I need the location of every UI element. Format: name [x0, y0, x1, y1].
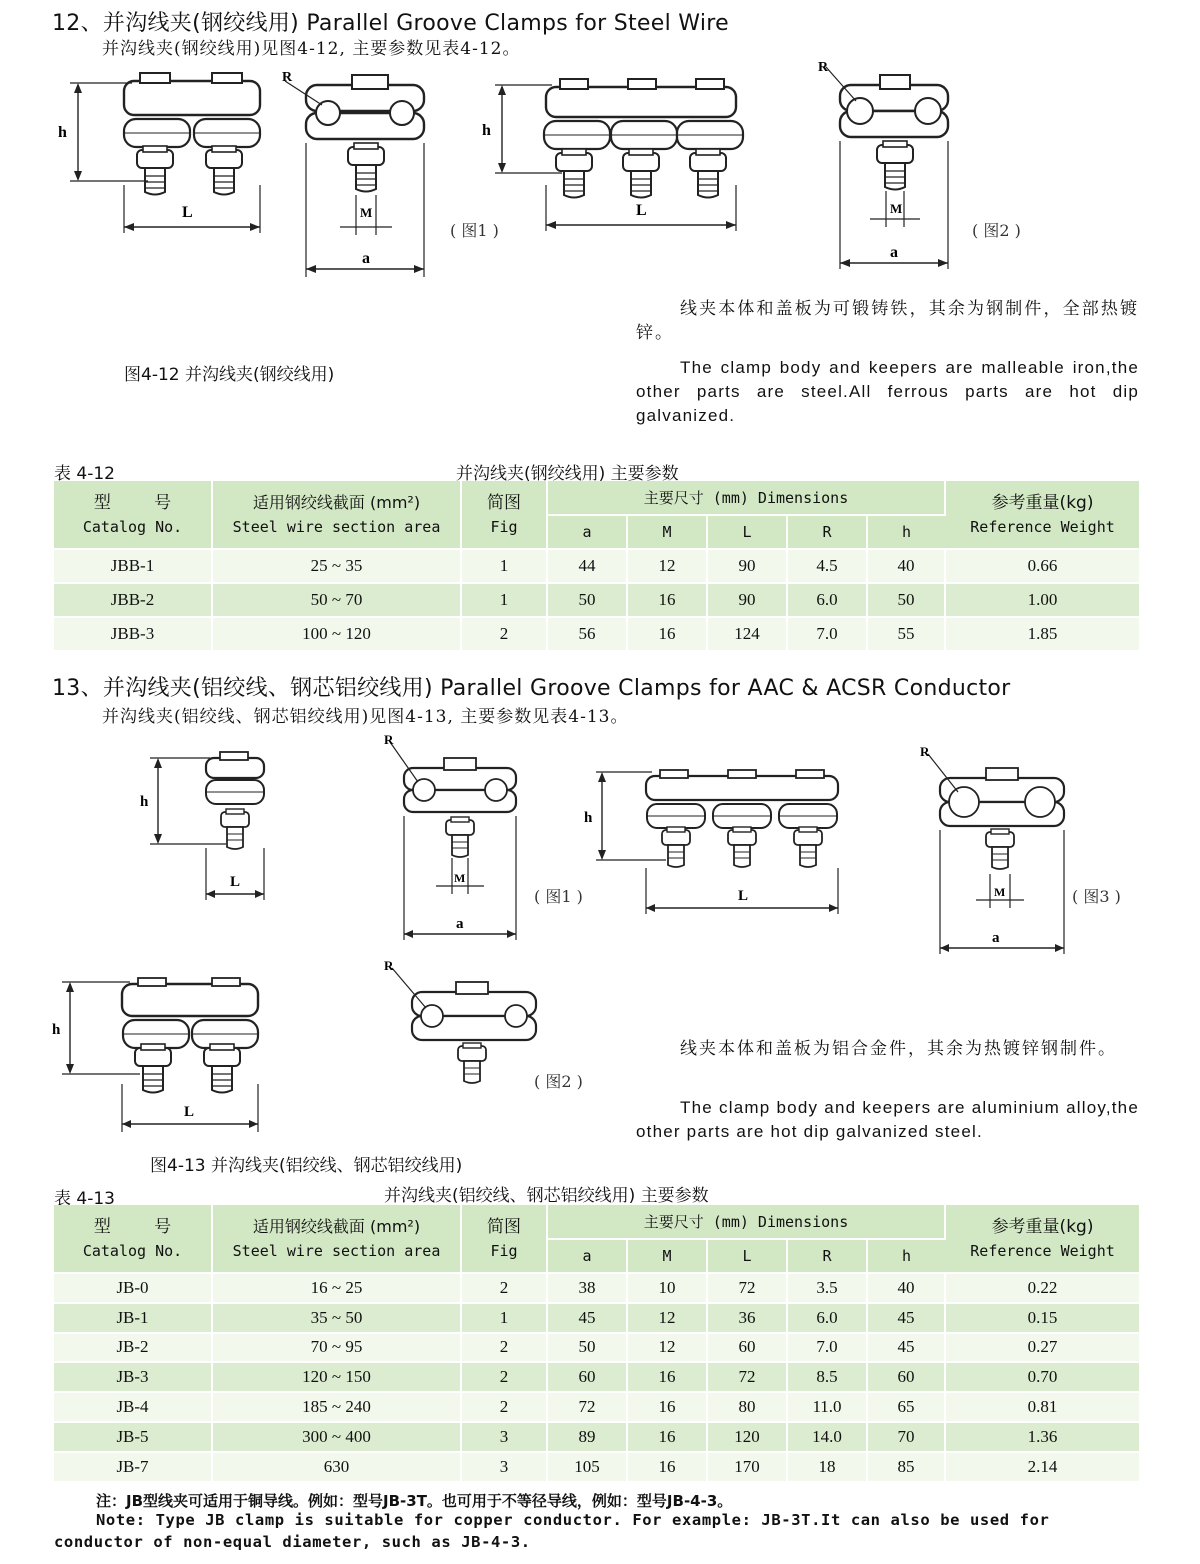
table-cell: 2 — [461, 1362, 547, 1392]
table-cell: 50 — [547, 1333, 627, 1363]
table-4-13-body — [54, 1273, 1139, 1482]
table-cell: 50 — [867, 583, 945, 617]
table-cell: 50 — [547, 583, 627, 617]
table-cell: 18 — [787, 1452, 867, 1482]
header-model-13: 型 号 Catalog No. — [54, 1205, 212, 1273]
table-cell: JB-4 — [54, 1392, 212, 1422]
header-L: L — [707, 515, 787, 549]
note-cn: 注：JB型线夹可适用于铜导线。例如：型号JB-3T。也可用于不等径导线，例如：型号JB-4-3。 — [96, 1492, 733, 1510]
table-cell: 80 — [707, 1392, 787, 1422]
dim13-L-2: L — [184, 1104, 195, 1120]
clamp13-single-bolt — [140, 752, 264, 900]
clamp-front-three-bolt — [482, 79, 743, 231]
dim-L-label: L — [182, 204, 193, 221]
description-cn-12: 线夹本体和盖板为可锻铸铁，其余为钢制件，全部热镀锌。 — [636, 299, 1139, 343]
table-cell: 0.81 — [945, 1392, 1139, 1422]
table-cell: 25 ~ 35 — [212, 549, 461, 583]
dim-h-label: h — [58, 124, 67, 141]
table-cell: 72 — [547, 1392, 627, 1422]
clamp13-three-bolt — [584, 770, 838, 914]
dim13-h-3: h — [584, 810, 593, 826]
table-row — [54, 583, 1139, 617]
header-L-13: L — [707, 1239, 787, 1273]
table-cell: 16 — [627, 1392, 707, 1422]
table-cell: 16 — [627, 1452, 707, 1482]
description-cn-13: 线夹本体和盖板为铝合金件，其余为热镀锌钢制件。 — [680, 1039, 1117, 1059]
dim-a-label: a — [362, 250, 370, 267]
table-cell: 89 — [547, 1422, 627, 1452]
table-cell: 2 — [461, 617, 547, 651]
table-cell: 72 — [707, 1273, 787, 1303]
table-cell: 90 — [707, 583, 787, 617]
fig1-label-13: ( 图1 ) — [534, 887, 583, 906]
table-cell: 16 — [627, 1362, 707, 1392]
table-cell: 0.66 — [945, 549, 1139, 583]
table-cell: JB-7 — [54, 1452, 212, 1482]
table-cell: JBB-2 — [54, 583, 212, 617]
table-row — [54, 617, 1139, 651]
table-cell: 185 ~ 240 — [212, 1392, 461, 1422]
table-cell: JB-3 — [54, 1362, 212, 1392]
table-cell: 50 ~ 70 — [212, 583, 461, 617]
table-cell: 45 — [867, 1333, 945, 1363]
header-dimensions-13: 主要尺寸 (mm) Dimensions — [547, 1205, 945, 1239]
table-cell: JB-5 — [54, 1422, 212, 1452]
table-cell: JB-2 — [54, 1333, 212, 1363]
table-cell: 16 — [627, 583, 707, 617]
table-cell: 120 ~ 150 — [212, 1362, 461, 1392]
dim-M-label-2: M — [890, 201, 903, 216]
dim13-a-3: a — [992, 930, 1000, 946]
table-cell: 1.85 — [945, 617, 1139, 651]
table-cell: 105 — [547, 1452, 627, 1482]
fig2-label-12: ( 图2 ) — [972, 221, 1021, 240]
table-cell: 1 — [461, 1303, 547, 1333]
header-fig-13: 简图 Fig — [461, 1205, 547, 1273]
table-cell: JBB-1 — [54, 549, 212, 583]
table-4-12-body — [54, 549, 1139, 651]
table-cell: 7.0 — [787, 1333, 867, 1363]
table-4-13 — [54, 1205, 1139, 1483]
table-cell: 12 — [627, 1303, 707, 1333]
table-cell: 124 — [707, 617, 787, 651]
clamp-side-view-2 — [818, 60, 948, 269]
table-cell: 11.0 — [787, 1392, 867, 1422]
table-cell: 12 — [627, 1333, 707, 1363]
table-cell: 38 — [547, 1273, 627, 1303]
table-cell: JB-1 — [54, 1303, 212, 1333]
dim13-M-3: M — [994, 885, 1006, 899]
table-cell: 1 — [461, 583, 547, 617]
header-weight-13: 参考重量(kg) Reference Weight — [945, 1205, 1139, 1273]
header-M: M — [627, 515, 707, 549]
dim13-R-2: R — [384, 958, 394, 973]
dim-L-label-2: L — [636, 202, 647, 219]
table-cell: 2 — [461, 1273, 547, 1303]
table-label-4-12: 表 4-12 — [54, 464, 115, 484]
table-cell: 630 — [212, 1452, 461, 1482]
header-R: R — [787, 515, 867, 549]
table-cell: 16 — [627, 617, 707, 651]
figure-4-12 — [40, 55, 1150, 285]
table-cell: 6.0 — [787, 1303, 867, 1333]
table-cell: 1 — [461, 549, 547, 583]
table-cell: 60 — [867, 1362, 945, 1392]
dim13-L-3: L — [738, 888, 749, 904]
table-cell: 55 — [867, 617, 945, 651]
dim13-h-2: h — [52, 1022, 61, 1038]
table-cell: 85 — [867, 1452, 945, 1482]
table-cell: 3 — [461, 1422, 547, 1452]
table-cell: 60 — [547, 1362, 627, 1392]
table-label-4-13: 表 4-13 — [54, 1189, 115, 1209]
clamp13-side-fig1 — [384, 732, 516, 940]
header-R-13: R — [787, 1239, 867, 1273]
dim-a-label-2: a — [890, 244, 898, 261]
figure-caption-4-13: 图4-13 并沟线夹(铝绞线、钢芯铝绞线用) — [150, 1156, 463, 1176]
clamp13-two-bolt — [52, 978, 258, 1132]
table-cell: 8.5 — [787, 1362, 867, 1392]
table-cell: 16 ~ 25 — [212, 1273, 461, 1303]
header-a-13: a — [547, 1239, 627, 1273]
table-cell: 65 — [867, 1392, 945, 1422]
header-model: 型 号 Catalog No. — [54, 481, 212, 549]
table-cell: 4.5 — [787, 549, 867, 583]
table-cell: 2 — [461, 1392, 547, 1422]
table-title-4-12: 并沟线夹(钢绞线用) 主要参数 — [456, 464, 679, 484]
table-cell: 100 ~ 120 — [212, 617, 461, 651]
table-cell: 10 — [627, 1273, 707, 1303]
description-en-13: The clamp body and keepers are aluminium alloy,the other parts are hot dip galvanized steel. — [636, 1098, 1139, 1141]
header-section: 适用钢绞线截面 (mm²) Steel wire section area — [212, 481, 461, 549]
table-cell: 0.27 — [945, 1333, 1139, 1363]
table-cell: JB-0 — [54, 1273, 212, 1303]
header-h: h — [867, 515, 945, 549]
table-cell: 300 ~ 400 — [212, 1422, 461, 1452]
table-cell: 14.0 — [787, 1422, 867, 1452]
table-row — [54, 1392, 1139, 1422]
table-cell: 170 — [707, 1452, 787, 1482]
table-cell: 70 — [867, 1422, 945, 1452]
table-cell: 70 ~ 95 — [212, 1333, 461, 1363]
table-cell: 90 — [707, 549, 787, 583]
table-cell: 1.00 — [945, 583, 1139, 617]
section-13-heading: 13、并沟线夹(铝绞线、钢芯铝绞线用) Parallel Groove Clamps for AAC & ACSR Conductor — [52, 676, 1011, 701]
figure-4-13 — [40, 728, 1150, 1148]
table-cell: 72 — [707, 1362, 787, 1392]
header-section-13: 适用钢绞线截面 (mm²) Steel wire section area — [212, 1205, 461, 1273]
fig1-label-12: ( 图1 ) — [450, 221, 499, 240]
dim-R-label: R — [282, 70, 293, 85]
table-cell: 36 — [707, 1303, 787, 1333]
description-en-12: The clamp body and keepers are malleable iron,the other parts are steel.All ferrous parts are hot dip galvanized. — [636, 358, 1139, 425]
header-fig: 简图 Fig — [461, 481, 547, 549]
table-cell: 35 ~ 50 — [212, 1303, 461, 1333]
clamp-side-view — [282, 70, 424, 277]
table-cell: 56 — [547, 617, 627, 651]
table-cell: 6.0 — [787, 583, 867, 617]
figure-caption-4-12: 图4-12 并沟线夹(钢绞线用) — [124, 365, 335, 385]
table-cell: 1.36 — [945, 1422, 1139, 1452]
section-13-subheading: 并沟线夹(铝绞线、钢芯铝绞线用)见图4-13, 主要参数见表4-13。 — [102, 707, 629, 727]
section-12-subheading: 并沟线夹(钢绞线用)见图4-12, 主要参数见表4-12。 — [102, 39, 521, 59]
table-cell: 0.70 — [945, 1362, 1139, 1392]
dim13-M-1: M — [454, 871, 466, 885]
clamp13-side-fig2 — [384, 958, 536, 1083]
dim13-a-1: a — [456, 916, 464, 932]
table-cell: 44 — [547, 549, 627, 583]
dim13-L-1: L — [230, 874, 241, 890]
table-cell: 45 — [867, 1303, 945, 1333]
table-cell: 7.0 — [787, 617, 867, 651]
table-row — [54, 549, 1139, 583]
clamp-front-two-bolt — [58, 73, 260, 233]
table-row — [54, 1333, 1139, 1363]
fig2-label-13: ( 图2 ) — [534, 1072, 583, 1091]
header-h-13: h — [867, 1239, 945, 1273]
table-cell: 0.22 — [945, 1273, 1139, 1303]
table-cell: 2 — [461, 1333, 547, 1363]
table-cell: 16 — [627, 1422, 707, 1452]
header-weight: 参考重量(kg) Reference Weight — [945, 481, 1139, 549]
table-cell: 2.14 — [945, 1452, 1139, 1482]
header-M-13: M — [627, 1239, 707, 1273]
table-row — [54, 1273, 1139, 1303]
table-cell: 40 — [867, 1273, 945, 1303]
table-row — [54, 1303, 1139, 1333]
dim13-h-1: h — [140, 794, 149, 810]
dim13-R-1: R — [384, 732, 394, 747]
table-cell: 0.15 — [945, 1303, 1139, 1333]
table-title-4-13: 并沟线夹(铝绞线、钢芯铝绞线用) 主要参数 — [384, 1186, 709, 1206]
table-row — [54, 1452, 1139, 1482]
header-dimensions: 主要尺寸 (mm) Dimensions — [547, 481, 945, 515]
section-12-heading: 12、并沟线夹(钢绞线用) Parallel Groove Clamps for Steel Wire — [52, 11, 729, 36]
table-row — [54, 1422, 1139, 1452]
table-cell: 3.5 — [787, 1273, 867, 1303]
dim-h-label-2: h — [482, 122, 491, 139]
table-cell: 3 — [461, 1452, 547, 1482]
table-cell: 40 — [867, 549, 945, 583]
note-en: Note: Type JB clamp is suitable for copper conductor. For example: JB-3T.It can also be used for conductor of non-equal diameter, such as JB-4-3. — [54, 1511, 1050, 1551]
clamp13-side-fig3 — [920, 744, 1064, 954]
fig3-label-13: ( 图3 ) — [1072, 887, 1121, 906]
table-cell: 45 — [547, 1303, 627, 1333]
table-4-12 — [54, 481, 1139, 652]
header-a: a — [547, 515, 627, 549]
dim13-R-3: R — [920, 744, 930, 759]
dim-R-label-2: R — [818, 60, 829, 75]
table-row — [54, 1362, 1139, 1392]
table-cell: 60 — [707, 1333, 787, 1363]
table-cell: 120 — [707, 1422, 787, 1452]
table-cell: JBB-3 — [54, 617, 212, 651]
dim-M-label: M — [360, 205, 373, 220]
table-cell: 12 — [627, 549, 707, 583]
